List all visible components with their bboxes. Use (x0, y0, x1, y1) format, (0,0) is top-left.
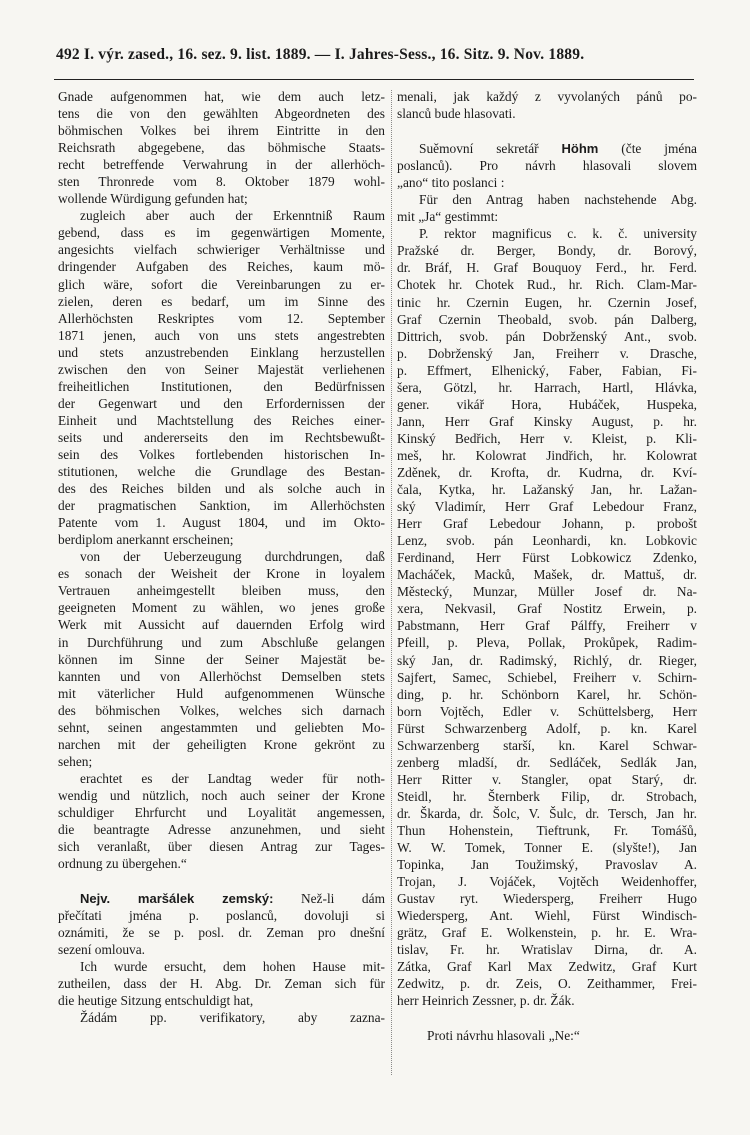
text-line: born Vojtěch, Edler v. Schüttelsberg, Herr (397, 703, 697, 719)
text-line: von der Ueberzeugung durchdrungen, daß (80, 549, 385, 565)
text-line: menali, jak každý z vyvolaných pánů po- (397, 89, 697, 104)
text-line: zugleich aber auch der Erkenntniß Raum (80, 208, 385, 224)
text-line: Pabstmann, Herr Graf Pálffy, Freiherr v (397, 618, 697, 634)
text-line: Pfeill, p. Pleva, Pollak, Prokůpek, Radim- (397, 635, 697, 651)
text-line: Fürst Schwarzenberg Adolf, p. kn. Karel (397, 720, 697, 736)
text-line: slanců bude hlasovati. (397, 106, 516, 122)
text-line: Kinský Bedřich, Herr v. Kleist, p. Kli- (397, 430, 697, 446)
text-line: seits und andererseits den im Rechtsbewußt- (58, 429, 385, 445)
text-line: Zátka, Graf Karl Max Zedwitz, Graf Kurt (397, 959, 697, 975)
page-header: 492 I. výr. zased., 16. sez. 9. list. 1889. — I. Jahres-Sess., 16. Sitz. 9. Nov. 1889. (56, 46, 585, 63)
text-line: tens die von den gewählten Abgeordneten des (58, 106, 385, 122)
text-line: 1871 jenen, auch von uns stets angestrebten (58, 327, 385, 343)
text-line: Gustav ryt. Wiedersperg, Freiherr Hugo (397, 891, 697, 907)
text-line: gener. vikář Hora, Hubáček, Huspeka, (397, 396, 697, 412)
text-line: zutheilen, dass der H. Abg. Dr. Zeman sich für (58, 976, 385, 992)
paragraph-gap (58, 872, 385, 890)
text-line: Proti návrhu hlasovali „Ne:“ (427, 1028, 580, 1044)
text-line: Vertrauen anheimgestellt bleiben muss, den (58, 583, 385, 599)
text-line: sich veranlaßt, über diesen Antrag zur Tages- (58, 839, 385, 855)
text-line: Žádám pp. verifikatory, aby zazna- (80, 1010, 385, 1026)
text-line: und stets anzustrebenden Einklang herzustellen (58, 344, 385, 360)
text-line: wollende Würdigung gefunden hat; (58, 191, 248, 207)
text-line: herr Heinrich Zessner, p. dr. Žák. (397, 993, 575, 1009)
text-line: stitutionen, welche die Grundlage des Bestan- (58, 464, 385, 480)
text-line: Dittrich, svob. pán Dobrženský Ant., svob. (397, 328, 697, 344)
text-line: des böhmischen Volkes, welches sich darnach (58, 702, 385, 718)
text-line: Zděnek, dr. Krofta, dr. Kudrna, dr. Kví- (397, 464, 697, 480)
text-line: gebend, dass es im gegenwärtigen Momente, (58, 225, 385, 241)
text-line: mit väterlicher Huld aufgenommenen Wünsche (58, 685, 385, 701)
paragraph-gap (397, 122, 697, 140)
text-line: grätz, Graf E. Wolkenstein, p. hr. E. Wra- (397, 925, 697, 941)
text-line: dr. Škarda, dr. Šolc, V. Šulc, dr. Tersch, Jan hr. (397, 805, 697, 821)
text-line: kannten und von Allerhöchst Demselben stets (58, 668, 385, 684)
text-line: zenberg mladší, dr. Sedláček, Sedlák Jan, (397, 754, 697, 770)
text-line: freiheitlichen Institutionen, den Bedürfnissen (58, 378, 385, 394)
text-line: Allerhöchsten Reskriptes vom 12. September (58, 310, 385, 326)
text-line: geeigneten Moment zu wählen, wo jenes große (58, 600, 385, 616)
text-line: Městecký, Munzar, Müller Josef dr. Na- (397, 584, 697, 600)
text-line: Ich wurde ersucht, dem hohen Hause mit- (80, 959, 385, 975)
text-line: tislav, Fr. hr. Wratislav Dirna, dr. A. (397, 942, 697, 958)
text-run: Suěmovní sekretář (419, 141, 562, 157)
text-line: können im Sinne der Seiner Majestät be- (58, 651, 385, 667)
text-line: sehen; (58, 753, 93, 769)
text-line: es sonach der Weisheit der Krone in loyalem (58, 566, 385, 582)
text-line: Gnade aufgenommen hat, wie dem auch letz- (58, 89, 385, 104)
text-line: „ano“ tito poslanci : (397, 175, 505, 191)
text-line: Herr Graf Lebedour Johann, p. probošt (397, 516, 697, 532)
text-line: přečítati jména p. poslanců, dovoluji si (58, 908, 385, 924)
text-line: sezení omlouva. (58, 942, 146, 958)
text-line: glich wäre, sofort die Vereinbarungen zu er- (58, 276, 385, 292)
text-line (58, 890, 385, 907)
text-line: narchen mit der geheiligten Krone gekrönt zu (58, 736, 385, 752)
text-line: P. rektor magnificus c. k. č. university (419, 226, 697, 242)
text-line: ordnung zu übergehen.“ (58, 856, 187, 872)
text-line: des des Reiches bilden und als solche auch in (58, 481, 385, 497)
text-line: sehnt, seinen angestammten und geliebten Mo- (58, 719, 385, 735)
text-line: die heutige Sitzung entschuldigt hat, (58, 993, 254, 1009)
text-line: Herr Ritter v. Stangler, opat Starý, dr. (397, 771, 697, 787)
text-line: Für den Antrag haben nachstehende Abg. (419, 192, 697, 208)
text-run: (čte jména (598, 141, 697, 157)
text-line: Lenz, svob. pán Leonhardi, kn. Lobkovic (397, 533, 697, 549)
text-line: mit „Ja“ gestimmt: (397, 209, 499, 225)
text-line: Steidl, hr. Šternberk Filip, dr. Strobach, (397, 788, 697, 804)
left-column (58, 88, 385, 1027)
text-line: schuldiger Ehrfurcht und Loyalität angemessen, (58, 804, 385, 820)
text-line: zwischen den von Seiner Majestät verliehenen (58, 361, 385, 377)
text-line: die beantragte Adresse anzunehmen, und sieht (58, 822, 385, 838)
paragraph-gap (397, 1009, 697, 1027)
text-line: angesichts vielfach schwieriger Verhältnisse und (58, 242, 385, 258)
text-line: Sajfert, Samec, Schiebel, Freiherr v. Schirn- (397, 669, 697, 685)
text-line (397, 140, 697, 157)
text-line: oznámiti, že se p. posl. dr. Zeman pro dnešní (58, 925, 385, 941)
text-line: poslanců). Pro návrh hlasovali slovem (397, 158, 697, 174)
text-line: wendig und nützlich, noch auch seiner der Krone (58, 787, 385, 803)
text-line: der Gegenwart und den Erfordernissen der (58, 395, 385, 411)
text-line: zielen, deren es bedarf, um im Sinne des (58, 293, 385, 309)
text-line: Werk mit Aussicht auf dauernden Erfolg wird (58, 617, 385, 633)
text-line: der pragmatischen Sanktion, im Allerhöchsten (58, 498, 385, 514)
text-line: ský Jan, dr. Radimský, Richlý, dr. Rieger, (397, 652, 697, 668)
speaker-name: Nejv. maršálek zemský: (80, 891, 274, 907)
text-line: sein des Volkes fortlebenden historischen In- (58, 446, 385, 462)
speaker-name: Höhm (561, 141, 599, 157)
text-line: Zedwitz, p. dr. Zeis, O. Zeithammer, Frei- (397, 976, 697, 992)
text-line: tinic hr. Czernin Eugen, hr. Czernin Josef, (397, 294, 697, 310)
text-line: W. W. Tomek, Tonner E. (slyšte!), Jan (397, 840, 697, 856)
text-line: Macháček, Macků, Mašek, dr. Mattuš, dr. (397, 567, 697, 583)
text-line: Einheit und Machtstellung des Reiches einer- (58, 412, 385, 428)
text-line: dr. Bráf, H. Graf Bouquoy Ferd., hr. Ferd. (397, 260, 697, 276)
text-line: Reichsrath abgegebene, das böhmische Staats- (58, 140, 385, 156)
text-line: čala, Kytka, hr. Lažanský Jan, hr. Lažan- (397, 482, 697, 498)
text-line: p. Effmert, Elhenický, Faber, Fabian, Fi- (397, 362, 697, 378)
text-line: Topinka, Jan Toužimský, Pravoslav A. (397, 857, 697, 873)
text-line: in Durchführung und zum Abschluße gelangen (58, 634, 385, 650)
text-line: Wiedersperg, Ant. Wiehl, Fürst Windisch- (397, 908, 697, 924)
text-line: meš, hr. Kolowrat Jindřich, hr. Kolowrat (397, 447, 697, 463)
text-line: Pražské dr. Berger, Bondy, dr. Borový, (397, 243, 697, 259)
text-line: böhmischen Volkes bei ihrem Eintritte in den (58, 123, 385, 139)
text-run: Než-li dám (273, 891, 385, 907)
text-line: erachtet es der Landtag weder für noth- (80, 770, 385, 786)
text-line: Chotek hr. Chotek Rud., hr. Rich. Clam-Mar- (397, 277, 697, 293)
text-line: sten Thronrede vom 8. Oktober 1879 wohl- (58, 174, 385, 190)
column-separator (391, 90, 392, 1075)
text-line: recht betreffende Verwahrung in der allerhöch- (58, 157, 385, 173)
text-line: berdiplom anerkannt erscheinen; (58, 532, 234, 548)
text-line: Schwarzenberg starší, kn. Karel Schwar- (397, 737, 697, 753)
text-line: dringender Aufgaben des Reiches, kaum mö- (58, 259, 385, 275)
text-line: Ferdinand, Herr Fürst Lobkowicz Zdenko, (397, 550, 697, 566)
text-line: Thun Hohenstein, Tieftrunk, Fr. Tomášů, (397, 822, 697, 838)
right-column (397, 88, 697, 1045)
header-rule (54, 79, 694, 80)
text-line: Graf Czernin Theobald, svob. pán Dalberg, (397, 311, 697, 327)
text-line: šera, Götzl, hr. Harrach, Hartl, Hlávka, (397, 379, 697, 395)
text-line: Patente vom 1. August 1804, und im Okto- (58, 515, 385, 531)
text-line: xera, Nekvasil, Graf Nostitz Erwein, p. (397, 601, 697, 617)
text-line: ský Vladimír, Herr Graf Lebedour Franz, (397, 499, 697, 515)
text-line: Trojan, J. Vojáček, Vojtěch Weidenhoffer, (397, 874, 697, 890)
text-line: p. Dobrženský Jan, Freiherr v. Drasche, (397, 345, 697, 361)
text-line: ding, p. hr. Schönborn Karel, hr. Schön- (397, 686, 697, 702)
text-line: Jann, Herr Graf Kinsky August, p. hr. (397, 413, 697, 429)
